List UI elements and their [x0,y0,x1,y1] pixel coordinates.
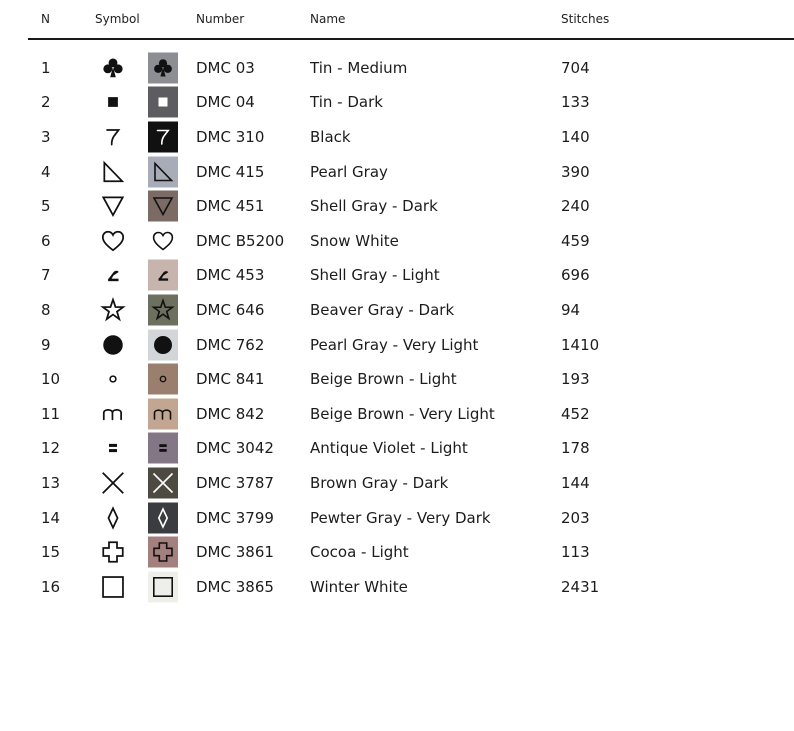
filled-square-icon [100,89,126,115]
thread-number: DMC 842 [196,404,265,423]
tilted-wedge-icon [148,260,178,291]
table-header [28,0,794,40]
thread-name: Shell Gray - Light [310,266,440,285]
row-number: 8 [41,300,51,319]
thread-number: DMC 451 [196,197,265,216]
table-row [28,189,794,224]
thread-number: DMC 646 [196,300,265,319]
right-triangle-icon [100,159,126,185]
thread-name: Tin - Dark [310,93,383,112]
down-triangle-icon [148,191,178,222]
header-number: Number [196,12,245,26]
row-number: 7 [41,266,51,285]
heart-icon [148,225,178,256]
seven-hook-icon [148,121,178,152]
header-symbol: Symbol [95,12,140,26]
thread-number: DMC 762 [196,335,265,354]
x-cross-icon [100,470,126,496]
table-row [28,120,794,155]
row-number: 15 [41,543,61,562]
color-swatch [148,191,178,222]
table-row [28,224,794,259]
table-row [28,258,794,293]
filled-square-icon [148,87,178,118]
thread-name: Beaver Gray - Dark [310,300,455,319]
double-bar-icon [100,435,126,461]
seven-hook-icon [100,124,126,150]
stitch-count: 704 [561,58,590,77]
color-swatch [148,433,178,464]
stitch-count: 133 [561,93,590,112]
table-row [28,500,794,535]
stitch-count: 193 [561,370,590,389]
thread-name: Pewter Gray - Very Dark [310,508,491,527]
color-swatch [148,329,178,360]
color-swatch [148,571,178,602]
stitch-count: 140 [561,127,590,146]
color-swatch [148,398,178,429]
table-row [28,570,794,605]
right-triangle-icon [148,156,178,187]
row-number: 2 [41,93,51,112]
stitch-count: 452 [561,404,590,423]
star-icon [148,294,178,325]
row-number: 5 [41,197,51,216]
thread-number: DMC B5200 [196,231,285,250]
row-number: 1 [41,58,51,77]
stitch-count: 240 [561,197,590,216]
thread-number: DMC 453 [196,266,265,285]
thread-name: Tin - Medium [310,58,408,77]
table-row [28,431,794,466]
thread-name: Winter White [310,577,408,596]
row-number: 3 [41,127,51,146]
table-row [28,397,794,432]
filled-circle-icon [148,329,178,360]
row-number: 9 [41,335,51,354]
thread-name: Brown Gray - Dark [310,473,449,492]
color-swatch [148,87,178,118]
thread-name: Black [310,127,351,146]
double-bar-icon [148,433,178,464]
stitch-count: 696 [561,266,590,285]
small-circle-icon [148,364,178,395]
plus-cross-icon [100,539,126,565]
diamond-icon [100,505,126,531]
header-name: Name [310,12,346,26]
club-icon [100,55,126,81]
m-curve-icon [100,401,126,427]
table-row [28,85,794,120]
filled-circle-icon [100,332,126,358]
row-number: 14 [41,508,61,527]
thread-name: Shell Gray - Dark [310,197,438,216]
color-swatch [148,121,178,152]
stitch-count: 94 [561,300,581,319]
row-number: 4 [41,162,51,181]
m-curve-icon [148,398,178,429]
thread-number: DMC 3787 [196,473,274,492]
thread-number: DMC 841 [196,370,265,389]
stitch-count: 390 [561,162,590,181]
tilted-wedge-icon [100,262,126,288]
club-icon [148,52,178,83]
row-number: 12 [41,439,61,458]
thread-name: Cocoa - Light [310,543,409,562]
color-swatch [148,156,178,187]
stitch-count: 2431 [561,577,600,596]
x-cross-icon [148,467,178,498]
thread-number: DMC 3861 [196,543,274,562]
table-row [28,362,794,397]
diamond-icon [148,502,178,533]
color-swatch [148,225,178,256]
table-row [28,154,794,189]
header-n: N [41,12,50,26]
row-number: 10 [41,370,61,389]
thread-name: Beige Brown - Light [310,370,457,389]
color-swatch [148,294,178,325]
star-icon [100,297,126,323]
color-swatch [148,260,178,291]
thread-number: DMC 3799 [196,508,274,527]
plus-cross-icon [148,537,178,568]
open-square-icon [148,571,178,602]
stitch-count: 1410 [561,335,600,354]
color-swatch [148,537,178,568]
color-swatch [148,52,178,83]
row-number: 6 [41,231,51,250]
small-circle-icon [100,366,126,392]
open-square-icon [100,574,126,600]
stitch-count: 178 [561,439,590,458]
thread-name: Antique Violet - Light [310,439,468,458]
down-triangle-icon [100,193,126,219]
thread-name: Pearl Gray - Very Light [310,335,479,354]
stitch-count: 203 [561,508,590,527]
thread-number: DMC 3042 [196,439,274,458]
thread-name: Snow White [310,231,399,250]
color-swatch [148,467,178,498]
thread-number: DMC 04 [196,93,255,112]
thread-number: DMC 03 [196,58,255,77]
table-row [28,466,794,501]
row-number: 16 [41,577,61,596]
header-stitches: Stitches [561,12,610,26]
thread-number: DMC 3865 [196,577,274,596]
stitch-count: 144 [561,473,590,492]
stitch-count: 113 [561,543,590,562]
thread-name: Pearl Gray [310,162,388,181]
color-swatch [148,364,178,395]
thread-name: Beige Brown - Very Light [310,404,495,423]
table-row [28,327,794,362]
table-row [28,51,794,86]
color-swatch [148,502,178,533]
thread-number: DMC 310 [196,127,265,146]
table-row [28,293,794,328]
table-row [28,535,794,570]
row-number: 13 [41,473,61,492]
row-number: 11 [41,404,61,423]
thread-number: DMC 415 [196,162,265,181]
stitch-count: 459 [561,231,590,250]
heart-icon [100,228,126,254]
